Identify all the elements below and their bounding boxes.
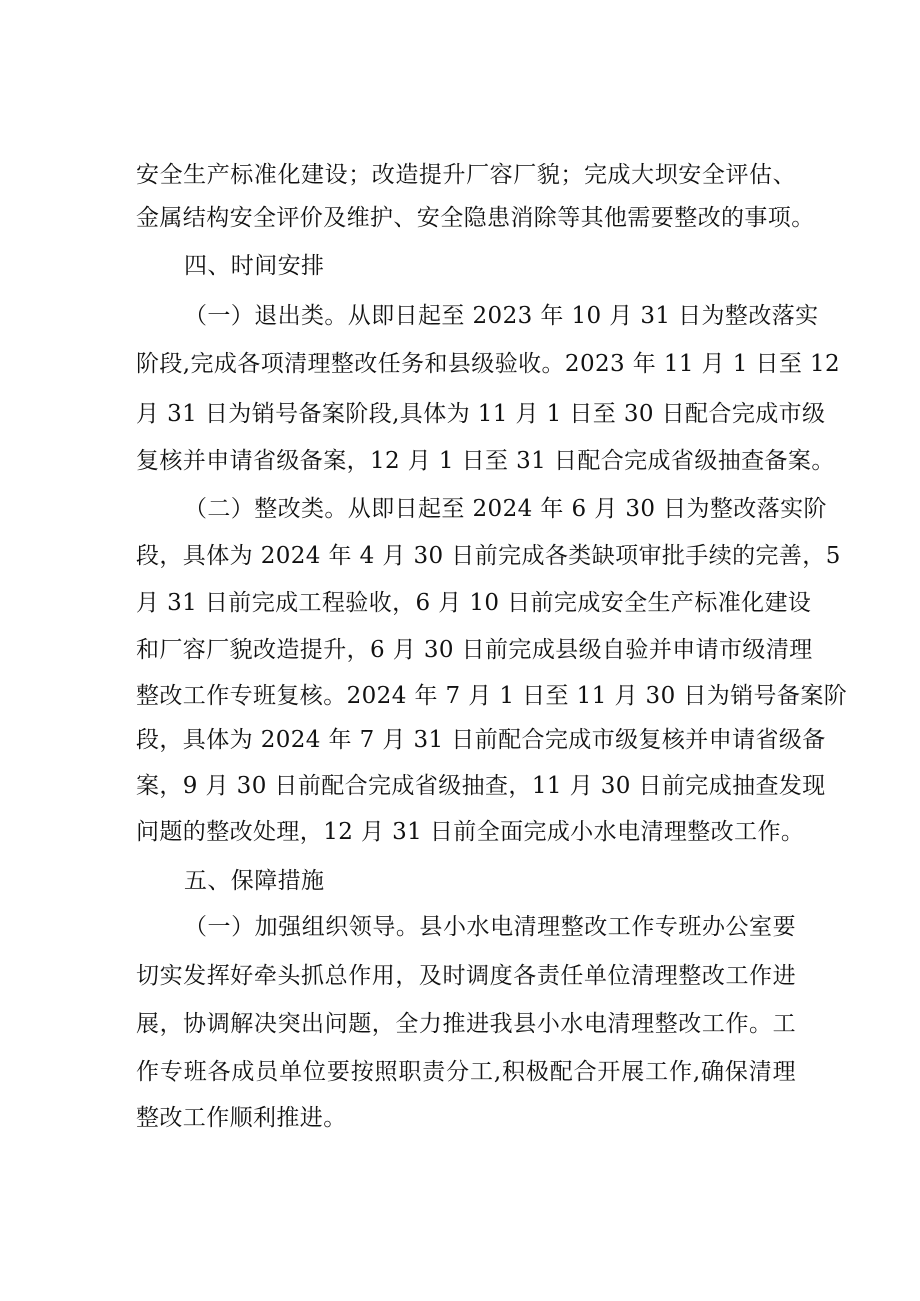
paragraph-line: 段，具体为 2024 年 4 月 30 日前完成各类缺项审批手续的完善，5 xyxy=(136,543,841,569)
paragraph-line: 整改工作专班复核。2024 年 7 月 1 日至 11 月 30 日为销号备案阶 xyxy=(136,683,848,709)
paragraph-line: （一）加强组织领导。县小水电清理整改工作专班办公室要 xyxy=(184,914,796,940)
paragraph-line: 阶段,完成各项清理整改任务和县级验收。2023 年 11 月 1 日至 12 xyxy=(136,351,841,377)
paragraph-line: 和厂容厂貌改造提升，6 月 30 日前完成县级自验并申请市级清理 xyxy=(136,637,813,663)
paragraph-line: 段，具体为 2024 年 7 月 31 日前配合完成市级复核并申请省级备 xyxy=(136,727,826,753)
paragraph-line: 复核并申请省级备案，12 月 1 日至 31 日配合完成省级抽查备案。 xyxy=(136,448,835,474)
paragraph-line: 安全生产标准化建设；改造提升厂容厂貌；完成大坝安全评估、 xyxy=(136,162,796,188)
paragraph-line: 切实发挥好牵头抓总作用，及时调度各责任单位清理整改工作进 xyxy=(136,963,796,989)
paragraph-line: 问题的整改处理，12 月 31 日前全面完成小水电清理整改工作。 xyxy=(136,819,805,845)
paragraph-line: 作专班各成员单位要按照职责分工,积极配合开展工作,确保清理 xyxy=(136,1059,796,1085)
section-heading: 四、时间安排 xyxy=(184,253,325,279)
paragraph-line: 整改工作顺利推进。 xyxy=(136,1105,347,1131)
paragraph-line: （二）整改类。从即日起至 2024 年 6 月 30 日为整改落实阶 xyxy=(184,496,827,522)
paragraph-line: 案，9 月 30 日前配合完成省级抽查，11 月 30 日前完成抽查发现 xyxy=(136,773,826,799)
paragraph-line: 月 31 日前完成工程验收，6 月 10 日前完成安全生产标准化建设 xyxy=(136,590,812,616)
paragraph-line: （一）退出类。从即日起至 2023 年 10 月 31 日为整改落实 xyxy=(184,303,819,329)
paragraph-line: 展，协调解决突出问题，全力推进我县小水电清理整改工作。工 xyxy=(136,1011,796,1037)
paragraph-line: 金属结构安全评价及维护、安全隐患消除等其他需要整改的事项。 xyxy=(136,205,815,231)
section-heading: 五、保障措施 xyxy=(184,868,325,894)
paragraph-line: 月 31 日为销号备案阶段,具体为 11 月 1 日至 30 日配合完成市级 xyxy=(136,401,826,427)
